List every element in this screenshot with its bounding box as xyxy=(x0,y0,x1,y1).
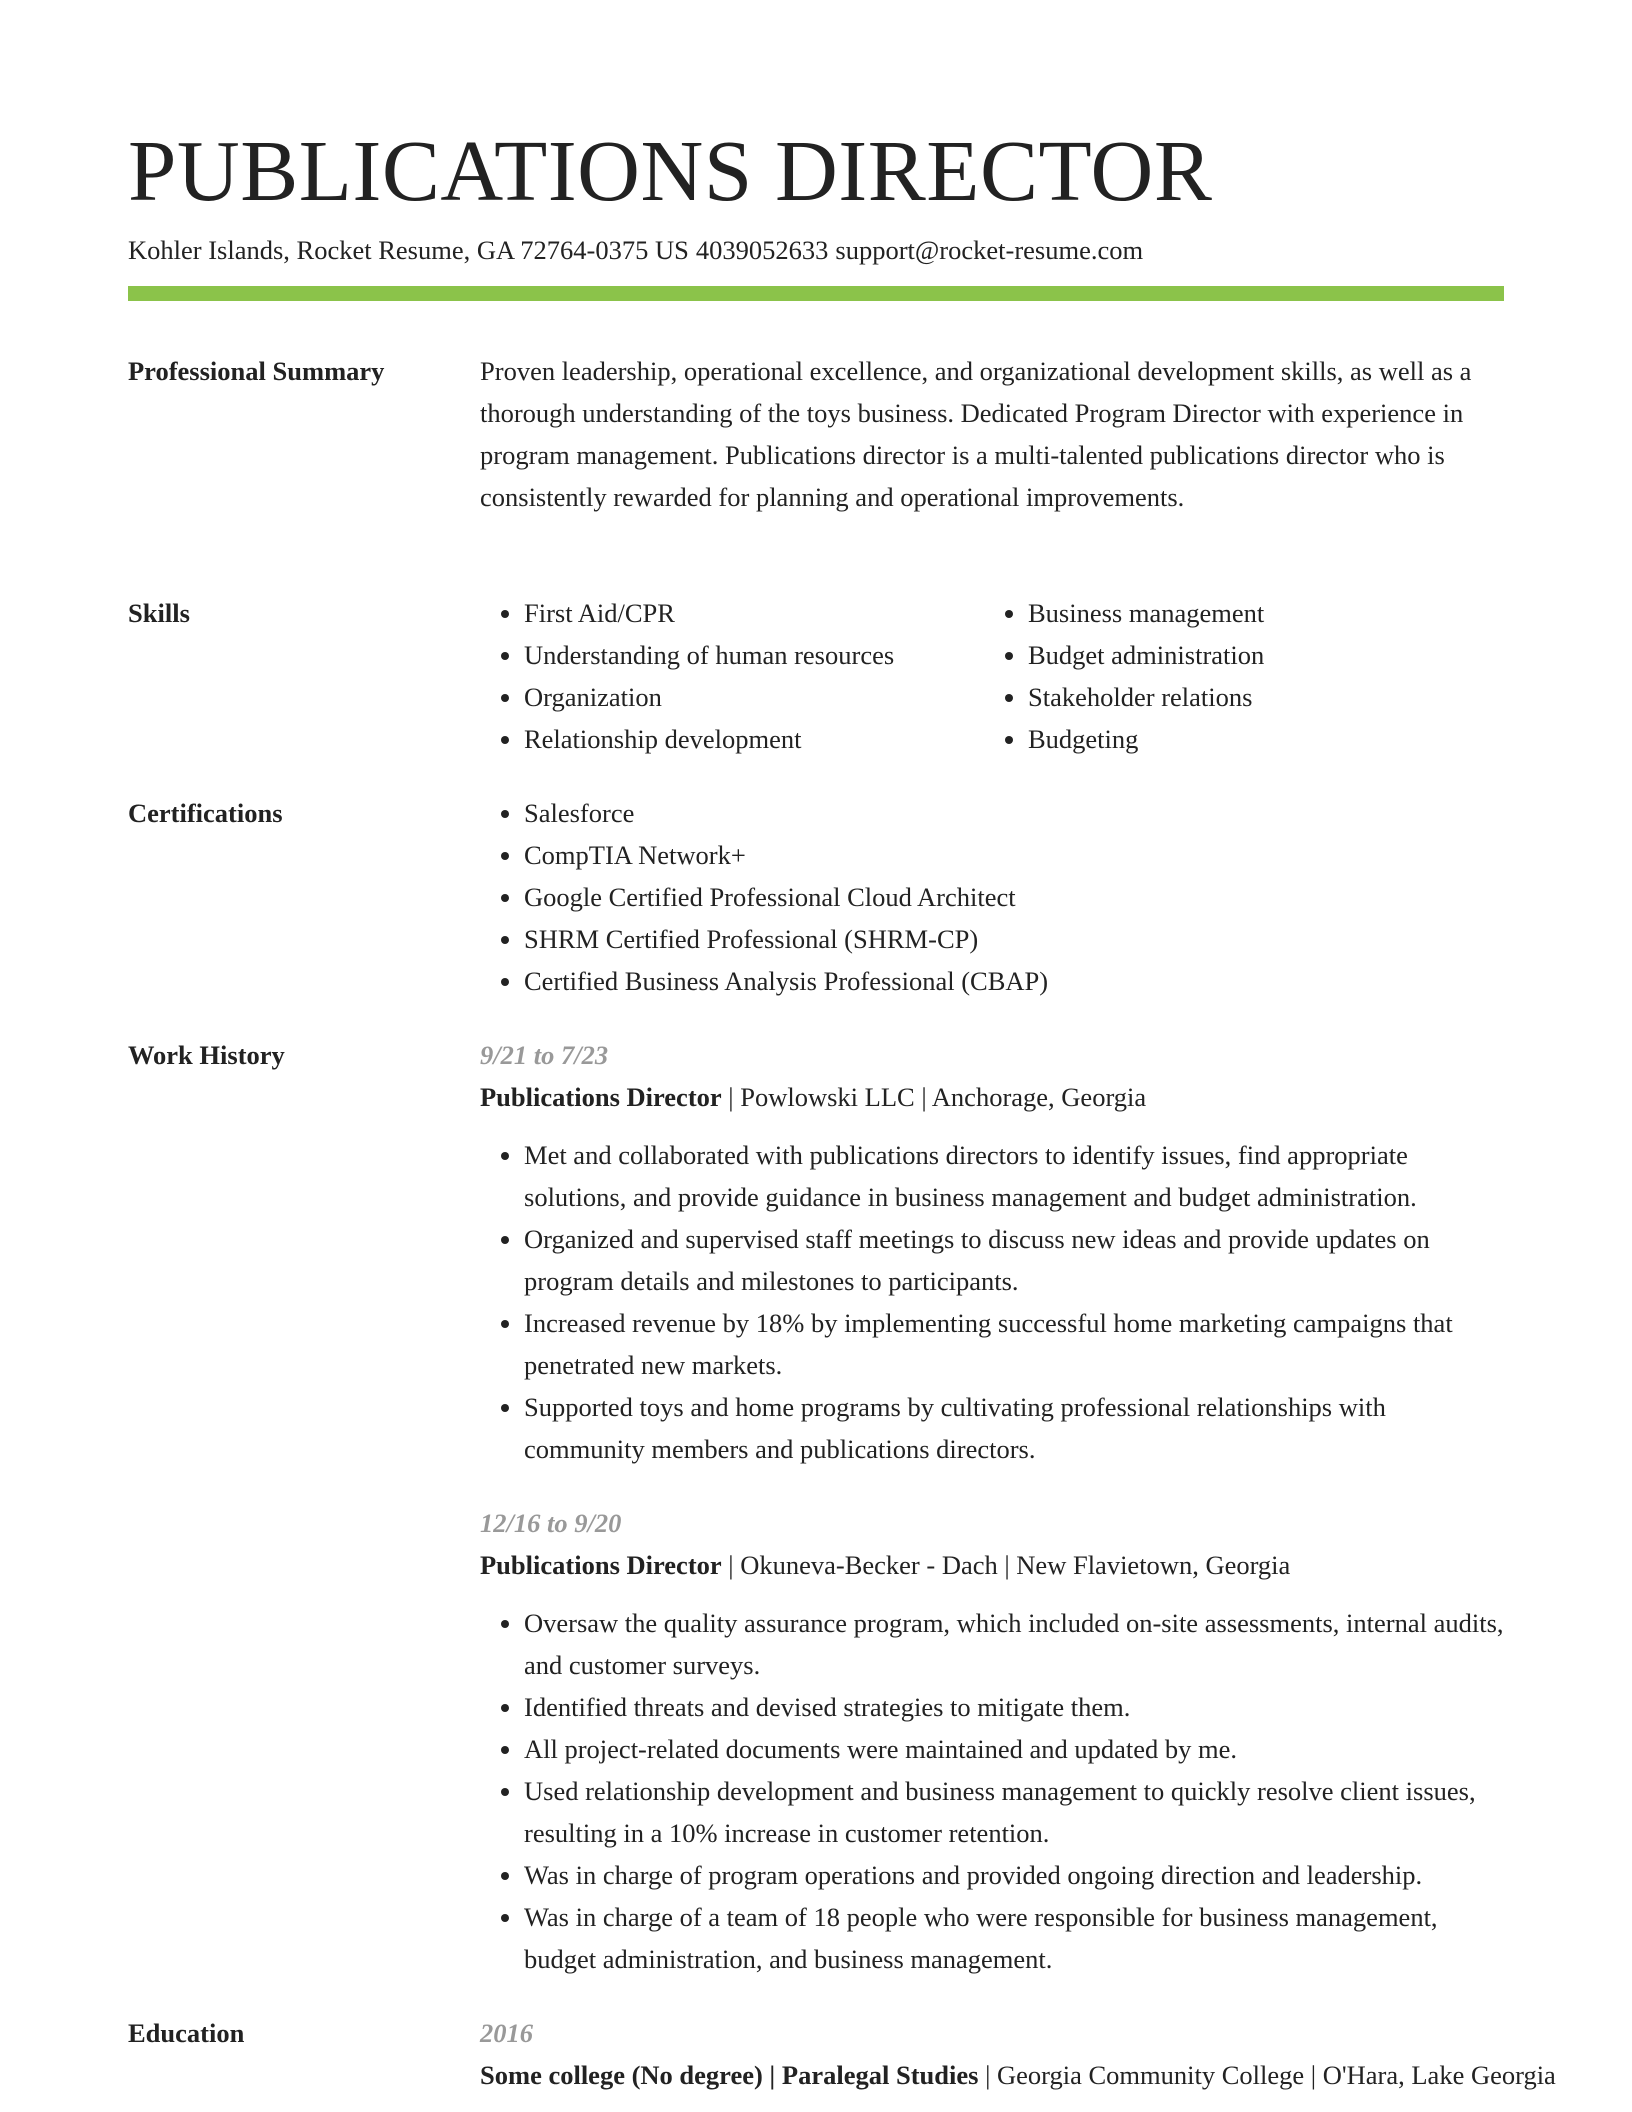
job-details: | Powlowski LLC | Anchorage, Georgia xyxy=(728,1082,1147,1112)
job-heading xyxy=(480,1544,1504,1586)
skill-item: • Understanding of human resources xyxy=(524,634,984,676)
job-dates: 12/16 to 9/20 xyxy=(480,1508,622,1538)
summary-title: Professional Summary xyxy=(128,356,385,386)
certification-item: • Certified Business Analysis Professional (CBAP) xyxy=(524,960,1504,1002)
work-history-title: Work History xyxy=(128,1040,285,1070)
skill-item: • Stakeholder relations xyxy=(1028,676,1488,718)
certification-item: • SHRM Certified Professional (SHRM-CP) xyxy=(524,918,1504,960)
job-details: | Okuneva-Becker - Dach | New Flavietown, Georgia xyxy=(728,1550,1291,1580)
education-body xyxy=(480,2012,1556,2096)
skill-item: • Budget administration xyxy=(1028,634,1488,676)
job-title: Publications Director xyxy=(480,1550,722,1580)
certifications-list xyxy=(480,792,1504,1002)
job-bullet: • Was in charge of a team of 18 people who were responsible for business management, budget administration, and business management. xyxy=(524,1896,1504,1980)
job-title: Publications Director xyxy=(480,1082,722,1112)
certifications-title: Certifications xyxy=(128,798,283,828)
job-bullet: • Organized and supervised staff meetings to discuss new ideas and provide updates on program details and milestones to participants. xyxy=(524,1218,1504,1302)
job-bullet: • Identified threats and devised strategies to mitigate them. xyxy=(524,1686,1504,1728)
header-divider xyxy=(128,286,1504,301)
certification-item: • CompTIA Network+ xyxy=(524,834,1504,876)
skills-column-2 xyxy=(984,592,1488,760)
contact-email: support@rocket-resume.com xyxy=(835,235,1144,265)
job-entry xyxy=(480,1502,1504,1980)
skill-item: • Business management xyxy=(1028,592,1488,634)
job-bullets xyxy=(480,1602,1504,1980)
contact-phone: 4039052633 xyxy=(695,235,829,265)
work-history-body xyxy=(480,1034,1504,1470)
education-year: 2016 xyxy=(480,2018,533,2048)
summary-body xyxy=(480,350,1504,518)
education-title: Education xyxy=(128,2018,245,2048)
education-school: | Georgia Community College | O'Hara, Lake Georgia xyxy=(985,2060,1556,2090)
job-bullet: • Increased revenue by 18% by implementing successful home marketing campaigns that penetrated new markets. xyxy=(524,1302,1504,1386)
job-bullet: • Was in charge of program operations and provided ongoing direction and leadership. xyxy=(524,1854,1504,1896)
job-bullet: • Oversaw the quality assurance program, which included on-site assessments, internal audits, and customer surveys. xyxy=(524,1602,1504,1686)
skills-list-2 xyxy=(984,592,1488,760)
skill-item: • First Aid/CPR xyxy=(524,592,984,634)
certification-item: • Salesforce xyxy=(524,792,1504,834)
skill-item: • Relationship development xyxy=(524,718,984,760)
resume-name: PUBLICATIONS DIRECTOR xyxy=(128,122,1213,219)
education-degree: Some college (No degree) | Paralegal Studies xyxy=(480,2060,979,2090)
job-bullets xyxy=(480,1134,1504,1470)
job-bullet: • Met and collaborated with publications directors to identify issues, find appropriate solutions, and provide guidance in business management and budget administration. xyxy=(524,1134,1504,1218)
certification-item: • Google Certified Professional Cloud Architect xyxy=(524,876,1504,918)
job-entry xyxy=(480,1034,1504,1470)
job-bullet: • Supported toys and home programs by cultivating professional relationships with community members and publications directors. xyxy=(524,1386,1504,1470)
certifications-body xyxy=(480,792,1504,1002)
education-heading xyxy=(480,2054,1556,2096)
skills-list-1 xyxy=(480,592,984,760)
skill-item: • Organization xyxy=(524,676,984,718)
skills-column-1 xyxy=(480,592,984,760)
work-history-body-2 xyxy=(480,1502,1504,1980)
job-bullet: • Used relationship development and business management to quickly resolve client issues, resulting in a 10% increase in customer retention. xyxy=(524,1770,1504,1854)
job-dates: 9/21 to 7/23 xyxy=(480,1040,609,1070)
skills-body xyxy=(480,592,1504,760)
skill-item: • Budgeting xyxy=(1028,718,1488,760)
summary-text: Proven leadership, operational excellence, and organizational development skills, as well as a thorough understanding of the toys business. Dedicated Program Director with experience in program management. Publications director is a multi-talented publications director who is consistently rewarded for planning and operational improvements. xyxy=(480,356,1472,512)
contact-line xyxy=(128,232,1143,268)
skills-title: Skills xyxy=(128,598,190,628)
contact-address: Kohler Islands, Rocket Resume, GA 72764-0375 US xyxy=(128,235,689,265)
job-heading xyxy=(480,1076,1504,1118)
job-bullet: • All project-related documents were maintained and updated by me. xyxy=(524,1728,1504,1770)
